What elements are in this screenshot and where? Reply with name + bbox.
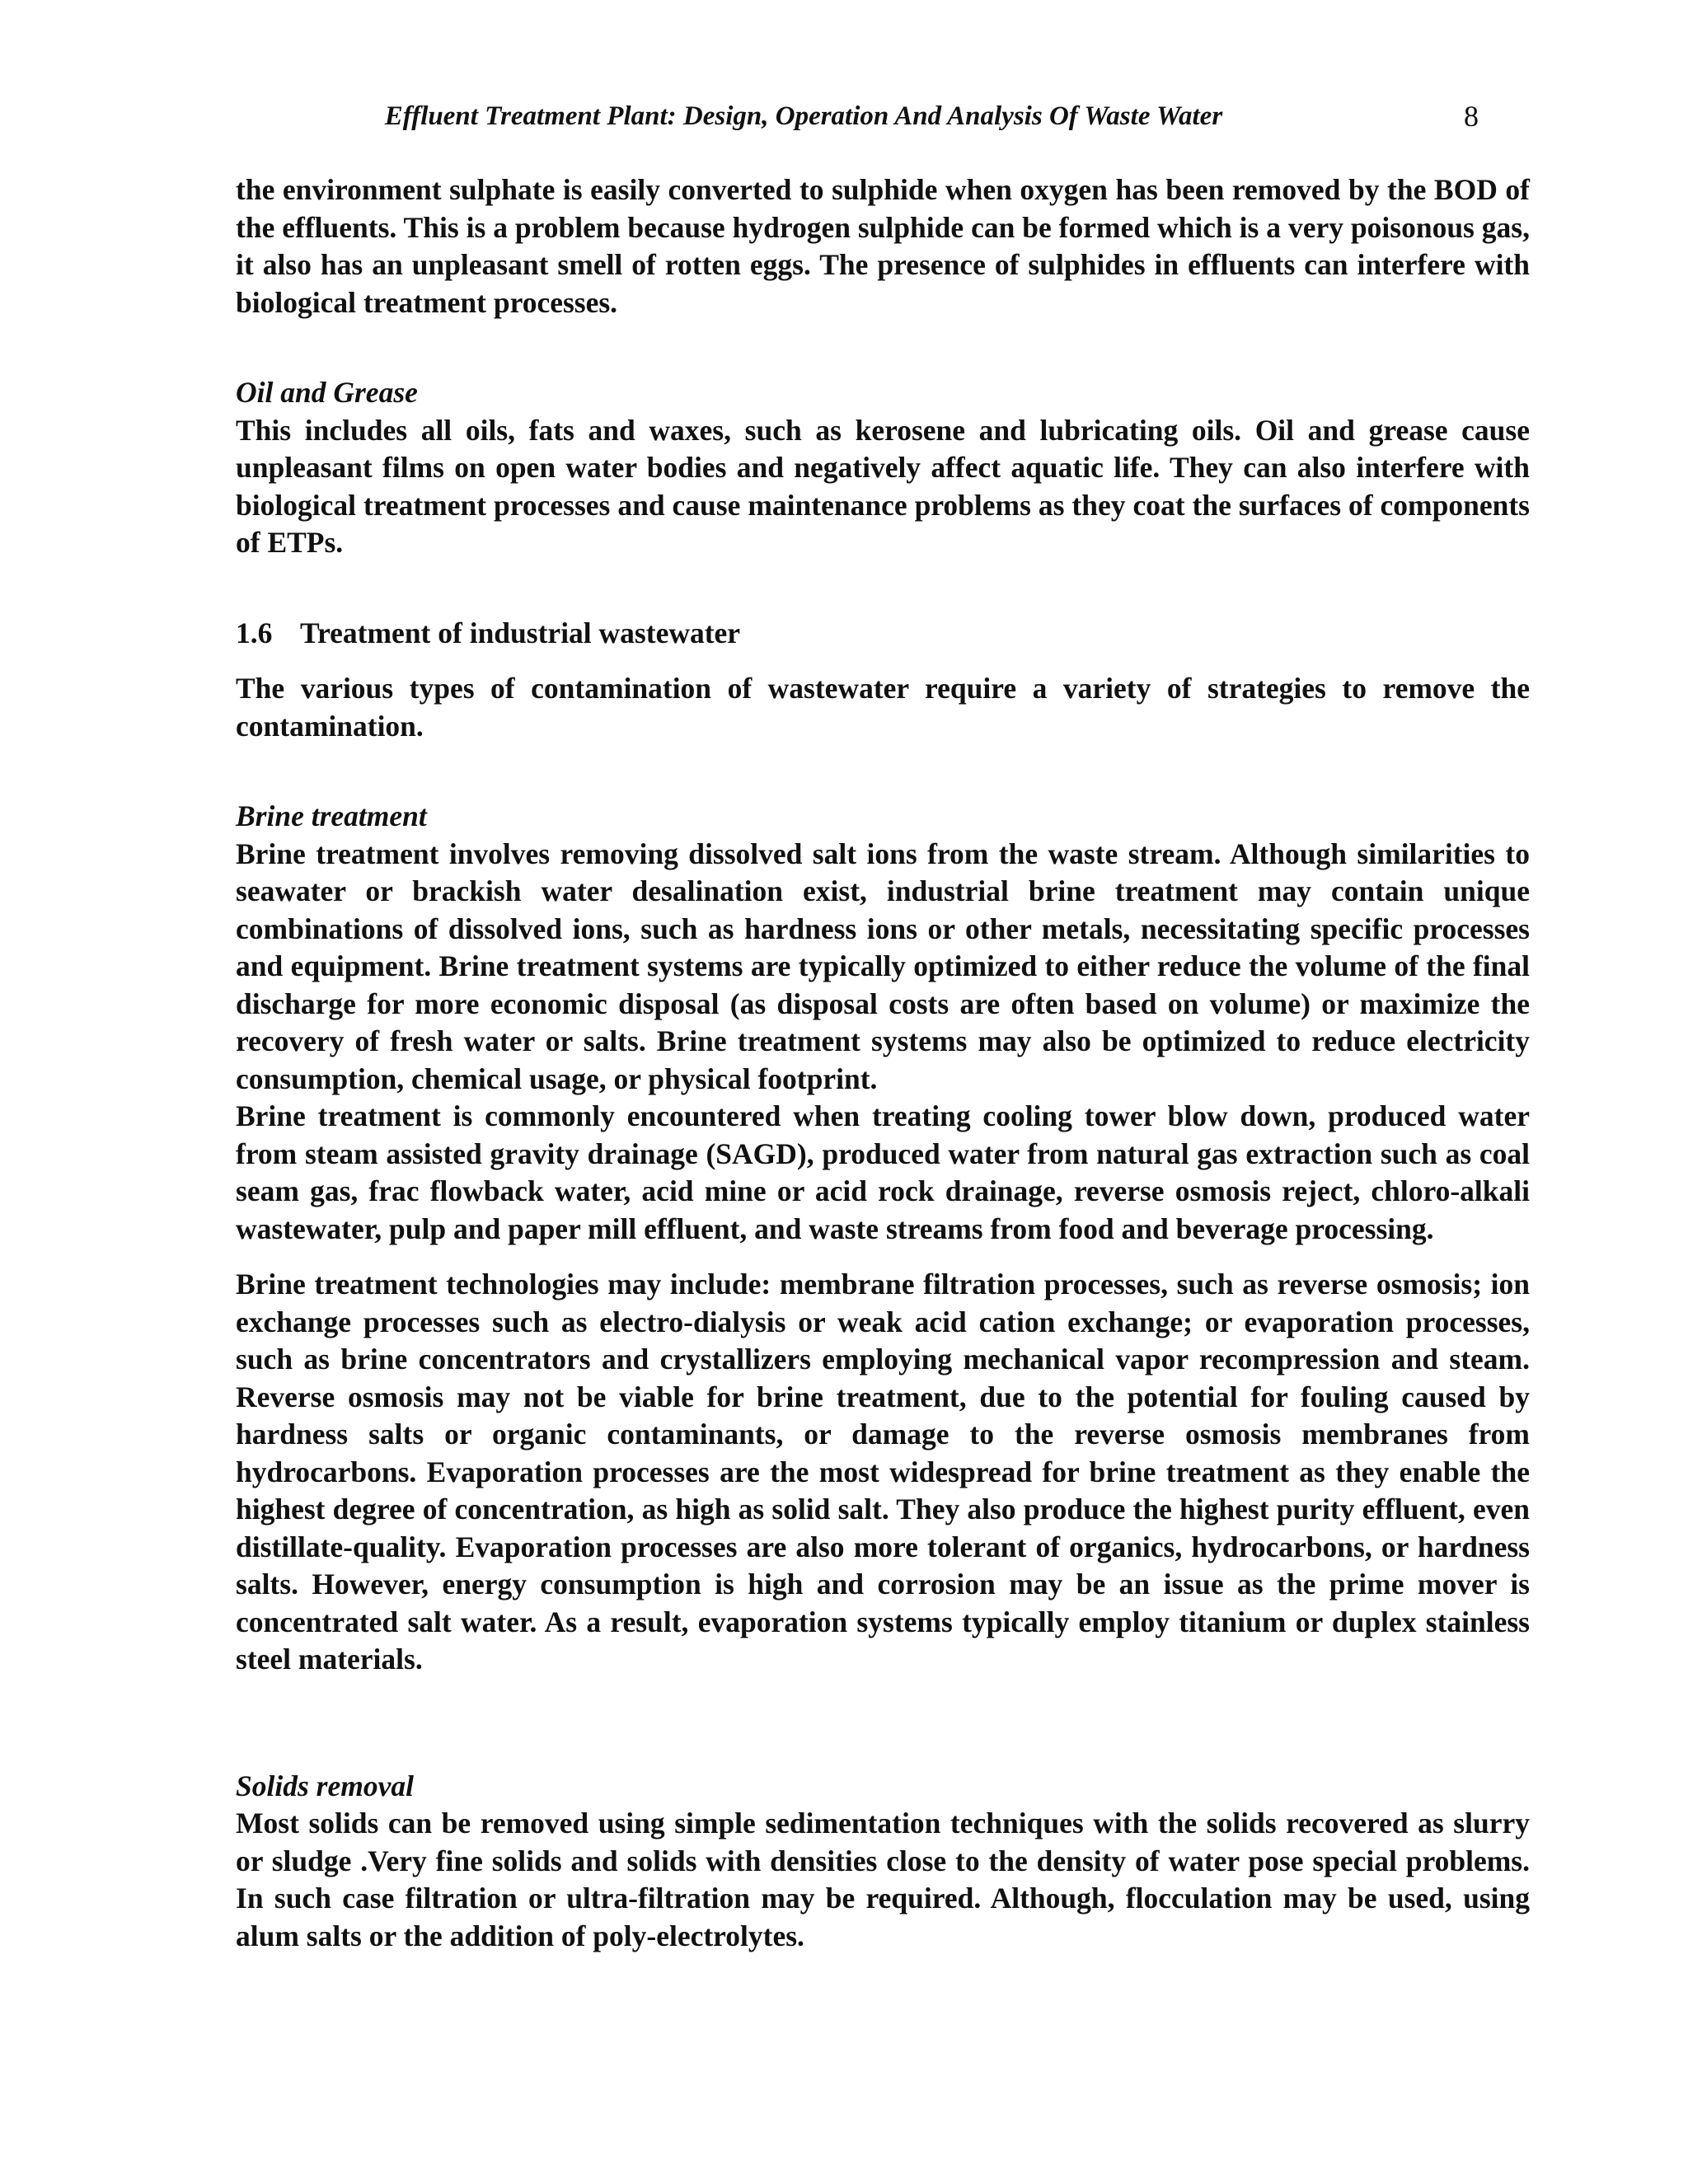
section-title: Treatment of industrial wastewater (300, 616, 741, 649)
running-header-title: Effluent Treatment Plant: Design, Operation And Analysis Of Waste Water (384, 101, 1223, 131)
paragraph-brine-1: Brine treatment involves removing dissolved salt ions from the waste stream. Although similarities to seawater or brackish water desalination exist, industrial brine treatment may contain unique combinations of dissolved ions, such as hardness ions or other metals, necessitating specific processes and equipment. Brine treatment systems are typically optimized to either reduce the volume of the final discharge for more economic disposal (as disposal costs are often based on volume) or maximize the recovery of fresh water or salts. Brine treatment systems may also be optimized to reduce electricity consumption, chemical usage, or physical footprint. (236, 837, 1530, 1095)
section-number: 1.6 (236, 616, 273, 649)
page-body (236, 171, 1530, 1955)
section-heading (236, 615, 1530, 653)
subheading-solids-removal: Solids removal (236, 1769, 414, 1802)
paragraph-section-intro: The various types of contamination of wastewater require a variety of strategies to remove the contamination. (236, 672, 1530, 743)
paragraph-sulphide: the environment sulphate is easily converted to sulphide when oxygen has been removed by the BOD of the effluents. This is a problem because hydrogen sulphide can be formed which is a very poisonous gas, it also has an unpleasant smell of rotten eggs. The presence of sulphides in effluents can interfere with biological treatment processes. (236, 173, 1530, 319)
paragraph-brine-3: Brine treatment technologies may include: membrane filtration processes, such as reverse osmosis; ion exchange processes such as electro-dialysis or weak acid cation exchange; or evaporation processes, such as brine concentrators and crystallizers employing mechanical vapor recompression and steam. Reverse osmosis may not be viable for brine treatment, due to the potential for fouling caused by hardness salts or organic contaminants, or damage to the reverse osmosis membranes from hydrocarbons. Evaporation processes are the most widespread for brine treatment as they enable the highest degree of concentration, as high as solid salt. They also produce the highest purity effluent, even distillate-quality. Evaporation processes are also more tolerant of organics, hydrocarbons, or hardness salts. However, energy consumption is high and corrosion may be an issue as the prime mover is concentrated salt water. As a result, evaporation systems typically employ titanium or duplex stainless steel materials. (236, 1268, 1530, 1675)
subheading-brine-treatment: Brine treatment (236, 799, 427, 832)
page-number: 8 (1464, 100, 1479, 133)
paragraph-solids-removal: Most solids can be removed using simple sedimentation techniques with the solids recovered as slurry or sludge .Very fine solids and solids with densities close to the density of water pose special problems. In such case filtration or ultra-filtration may be required. Although, flocculation may be used, using alum salts or the addition of poly-electrolytes. (236, 1807, 1530, 1952)
paragraph-brine-2: Brine treatment is commonly encountered when treating cooling tower blow down, produced water from steam assisted gravity drainage (SAGD), produced water from natural gas extraction such as coal seam gas, frac flowback water, acid mine or acid rock drainage, reverse osmosis reject, chloro-alkali wastewater, pulp and paper mill effluent, and waste streams from food and beverage processing. (236, 1099, 1530, 1245)
paragraph-oil-and-grease: This includes all oils, fats and waxes, such as kerosene and lubricating oils. Oil and grease cause unpleasant films on open water bodies and negatively affect aquatic life. They can also interfere with biological treatment processes and cause maintenance problems as they coat the surfaces of components of ETPs. (236, 413, 1530, 559)
subheading-oil-and-grease: Oil and Grease (236, 376, 418, 409)
